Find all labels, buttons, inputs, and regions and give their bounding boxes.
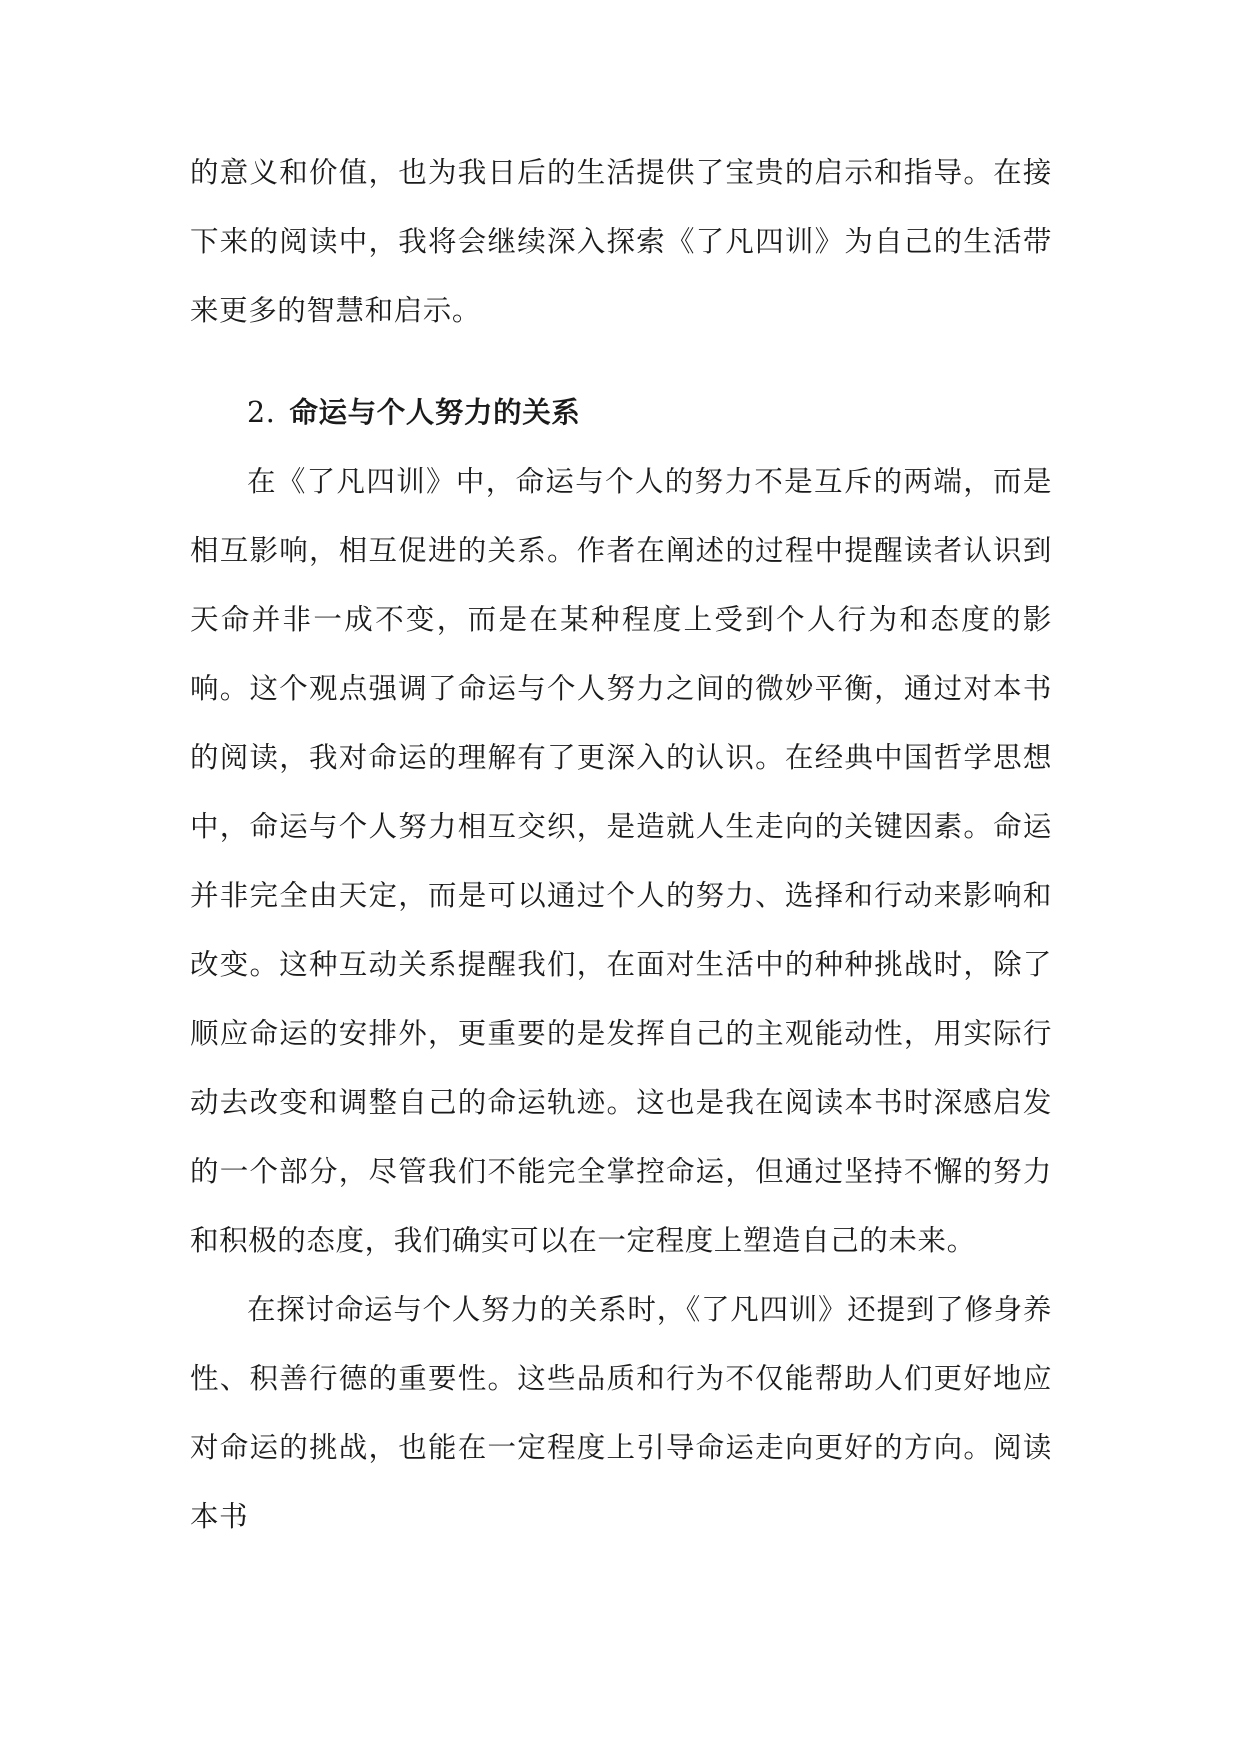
paragraph-continuation: 的意义和价值，也为我日后的生活提供了宝贵的启示和指导。在接下来的阅读中，我将会继续深入探索《了凡四训》为自己的生活带来更多的智慧和启示。 <box>190 156 1052 327</box>
paragraph: 在探讨命运与个人努力的关系时，《了凡四训》还提到了修身养性、积善行德的重要性。这些品质和行为不仅能帮助人们更好地应对命运的挑战，也能在一定程度上引导命运走向更好的方向。阅读本书 <box>190 1293 1052 1533</box>
section-heading <box>190 378 1052 447</box>
paragraph: 在《了凡四训》中，命运与个人的努力不是互斥的两端，而是相互影响，相互促进的关系。作者在阐述的过程中提醒读者认识到天命并非一成不变，而是在某种程度上受到个人行为和态度的影响。这个观点强调了命运与个人努力之间的微妙平衡，通过对本书的阅读，我对命运的理解有了更深入的认识。在经典中国哲学思想中，命运与个人努力相互交织，是造就人生走向的关键因素。命运并非完全由天定，而是可以通过个人的努力、选择和行动来影响和改变。这种互动关系提醒我们，在面对生活中的种种挑战时，除了顺应命运的安排外，更重要的是发挥自己的主观能动性，用实际行动去改变和调整自己的命运轨迹。这也是我在阅读本书时深感启发的一个部分，尽管我们不能完全掌控命运，但通过坚持不懈的努力和积极的态度，我们确实可以在一定程度上塑造自己的未来。 <box>190 465 1052 1257</box>
section-title: 命运与个人努力的关系 <box>289 395 581 429</box>
document-body <box>190 138 1052 1551</box>
section-number: 2. <box>247 396 276 429</box>
